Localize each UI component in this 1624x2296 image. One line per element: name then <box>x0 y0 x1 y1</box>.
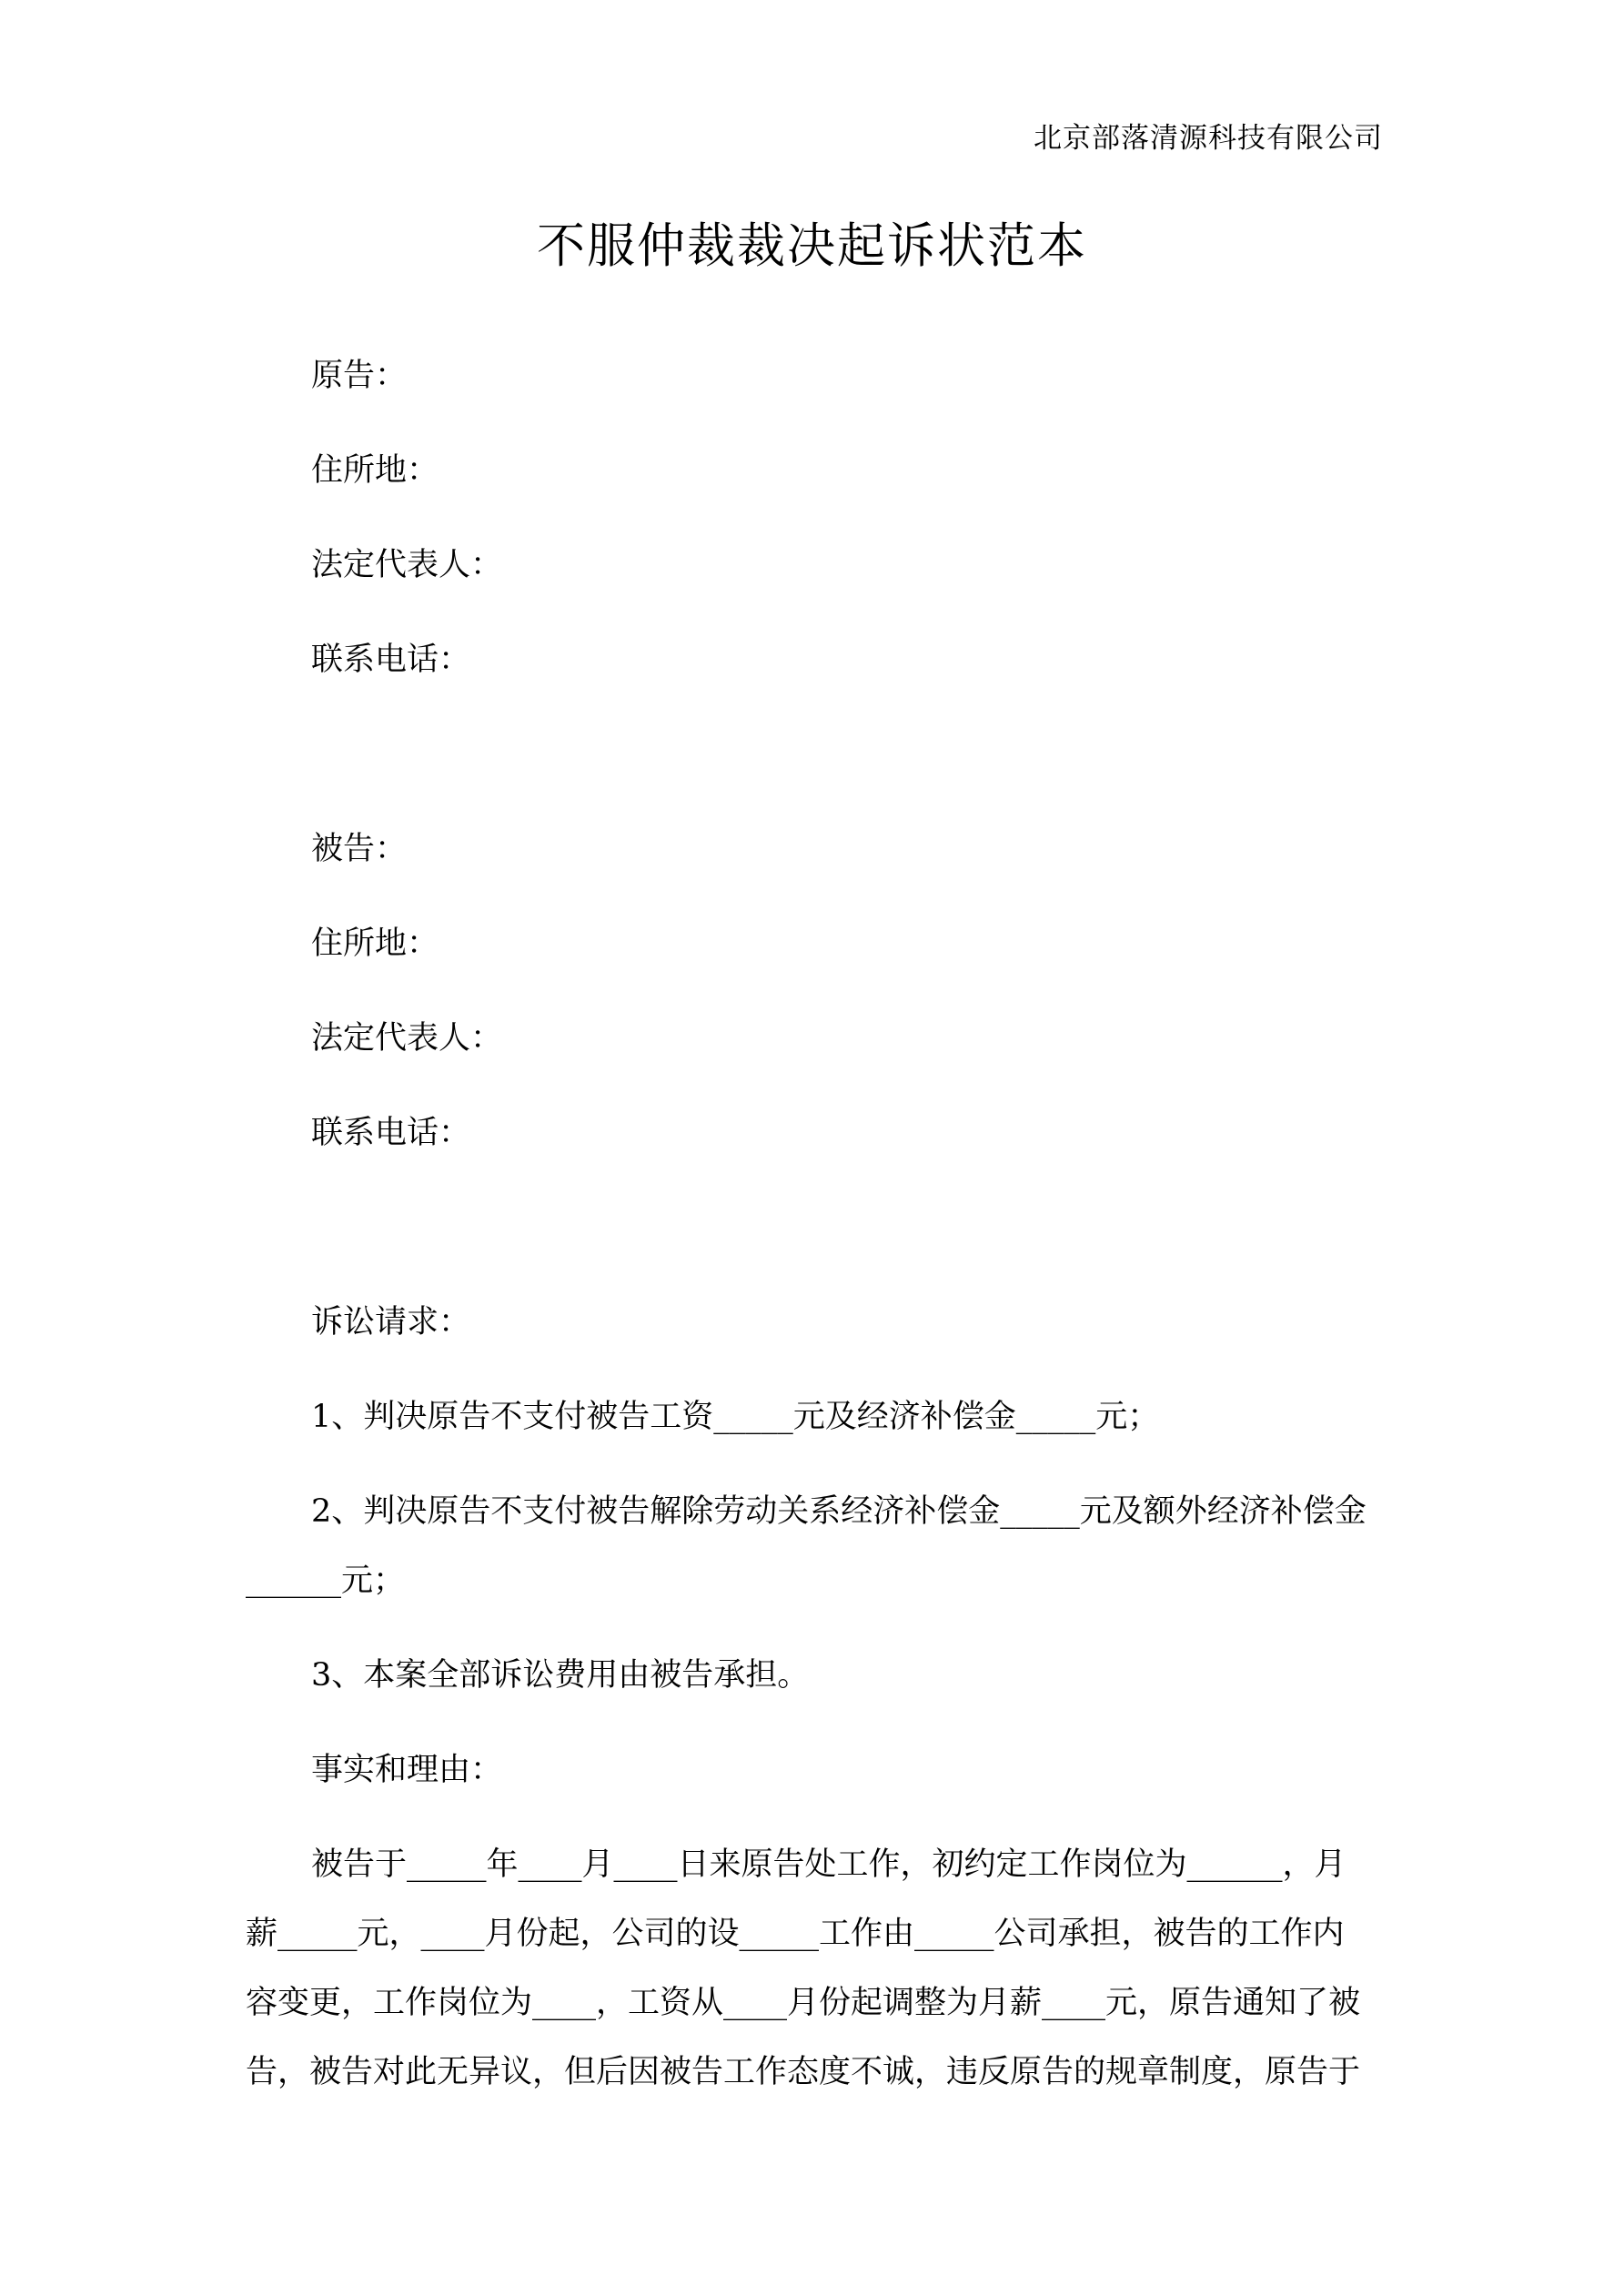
defendant-label: 被告： <box>311 831 408 867</box>
facts-paragraph-line-2: 薪_____元，____月份起，公司的设_____工作由_____公司承担，被告的工作内 <box>246 1916 1345 1952</box>
defendant-address-label: 住所地： <box>311 925 439 962</box>
facts-paragraph-line-4: 告，被告对此无异议，但后因被告工作态度不诚，违反原告的规章制度，原告于 <box>246 2054 1361 2090</box>
facts-paragraph-line-3: 容变更，工作岗位为____，工资从____月份起调整为月薪____元，原告通知了被 <box>246 1985 1361 2021</box>
claim-item-2-line-2: ______元； <box>246 1563 406 1599</box>
company-header: 北京部落清源科技有限公司 <box>1034 122 1383 155</box>
facts-heading: 事实和理由： <box>311 1752 503 1788</box>
claim-item-2-line-1: 2、判决原告不支付被告解除劳动关系经济补偿金_____元及额外经济补偿金 <box>311 1493 1367 1530</box>
plaintiff-label: 原告： <box>311 358 408 394</box>
plaintiff-phone-label: 联系电话： <box>311 642 471 678</box>
plaintiff-legal-rep-label: 法定代表人： <box>311 547 503 583</box>
claim-item-3: 3、本案全部诉讼费用由被告承担。 <box>311 1657 810 1694</box>
document-title: 不服仲裁裁决起诉状范本 <box>537 218 1087 274</box>
facts-paragraph-line-1: 被告于_____年____月____日来原告处工作，初约定工作岗位为______，月 <box>311 1846 1347 1883</box>
claims-heading: 诉讼请求： <box>311 1304 471 1340</box>
plaintiff-address-label: 住所地： <box>311 452 439 489</box>
defendant-phone-label: 联系电话： <box>311 1115 471 1151</box>
defendant-legal-rep-label: 法定代表人： <box>311 1020 503 1057</box>
claim-item-1: 1、判决原告不支付被告工资_____元及经济补偿金_____元； <box>311 1399 1160 1435</box>
